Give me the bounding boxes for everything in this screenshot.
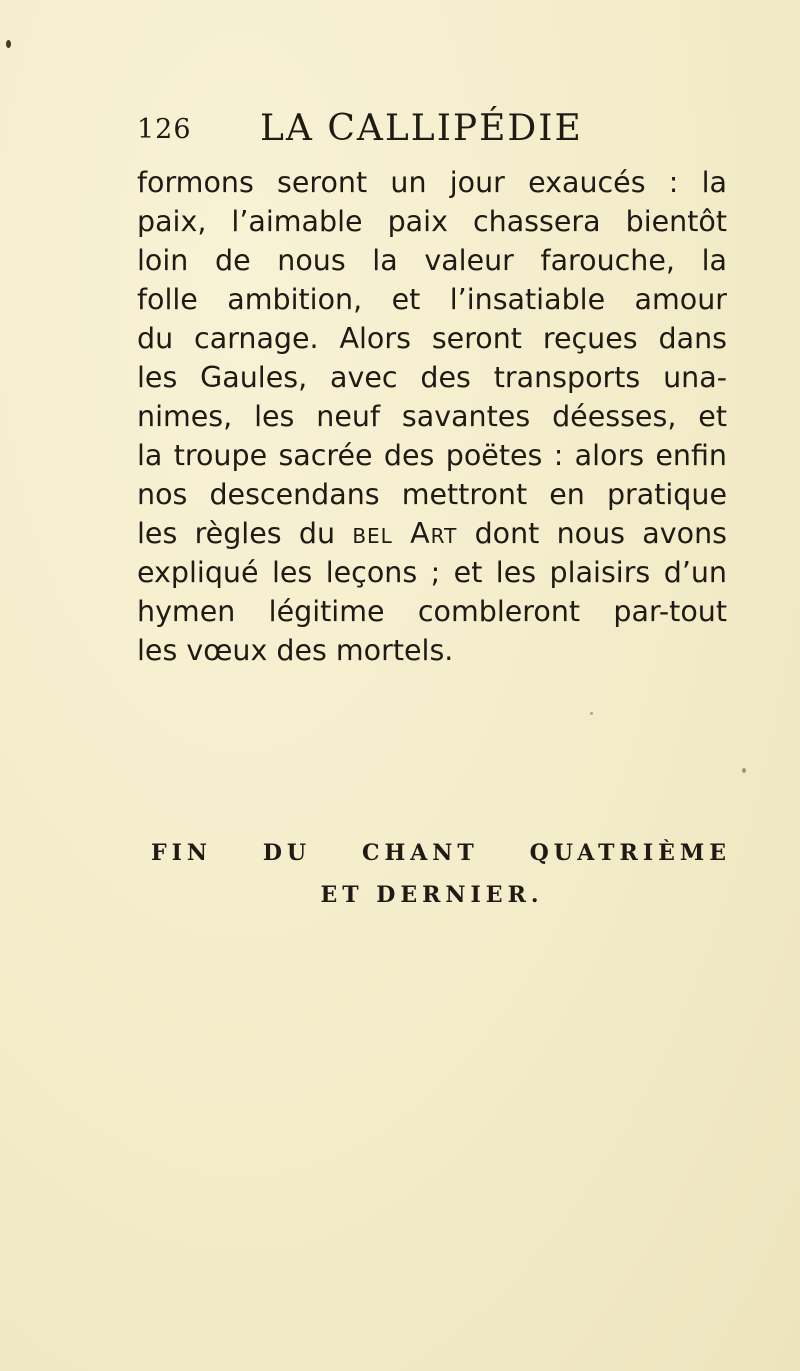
colophon-line: ET DERNIER. [320,882,544,908]
paper-speck [6,40,11,48]
text-fragment: dont nous avons [457,517,727,550]
small-caps-word: Art [410,517,458,550]
text-line: loin de nous la valeur farouche, la [137,244,727,277]
text-line: formons seront un jour exaucés : la [137,166,727,199]
running-title: LA CALLIPÉDIE [260,108,583,149]
body-paragraph [137,163,727,670]
paper-speck [590,712,593,715]
text-line: nos descendans mettront en pratique [137,478,727,511]
text-line: hymen légitime combleront par-tout [137,595,727,628]
text-line: paix, l’aimable paix chassera bientôt [137,205,727,238]
text-line: nimes, les neuf savantes déesses, et [137,400,727,433]
text-line: folle ambition, et l’insatiable amour [137,283,727,316]
text-fragment [393,517,410,550]
text-line: du carnage. Alors seront reçues dans [137,322,727,355]
text-line: les Gaules, avec des transports una- [137,361,727,394]
text-fragment: les règles du [137,517,353,550]
running-head [137,108,597,158]
text-line: expliqué les leçons ; et les plaisirs d’un [137,556,727,589]
paper-speck [742,768,746,773]
small-caps-word: bel [352,517,393,550]
colophon-line: FIN DU CHANT QUATRIÈME [151,840,731,866]
text-line [137,514,727,553]
text-line: la troupe sacrée des poëtes : alors enfin [137,439,727,472]
page-number: 126 [137,114,192,145]
text-line: les vœux des mortels. [137,634,454,667]
